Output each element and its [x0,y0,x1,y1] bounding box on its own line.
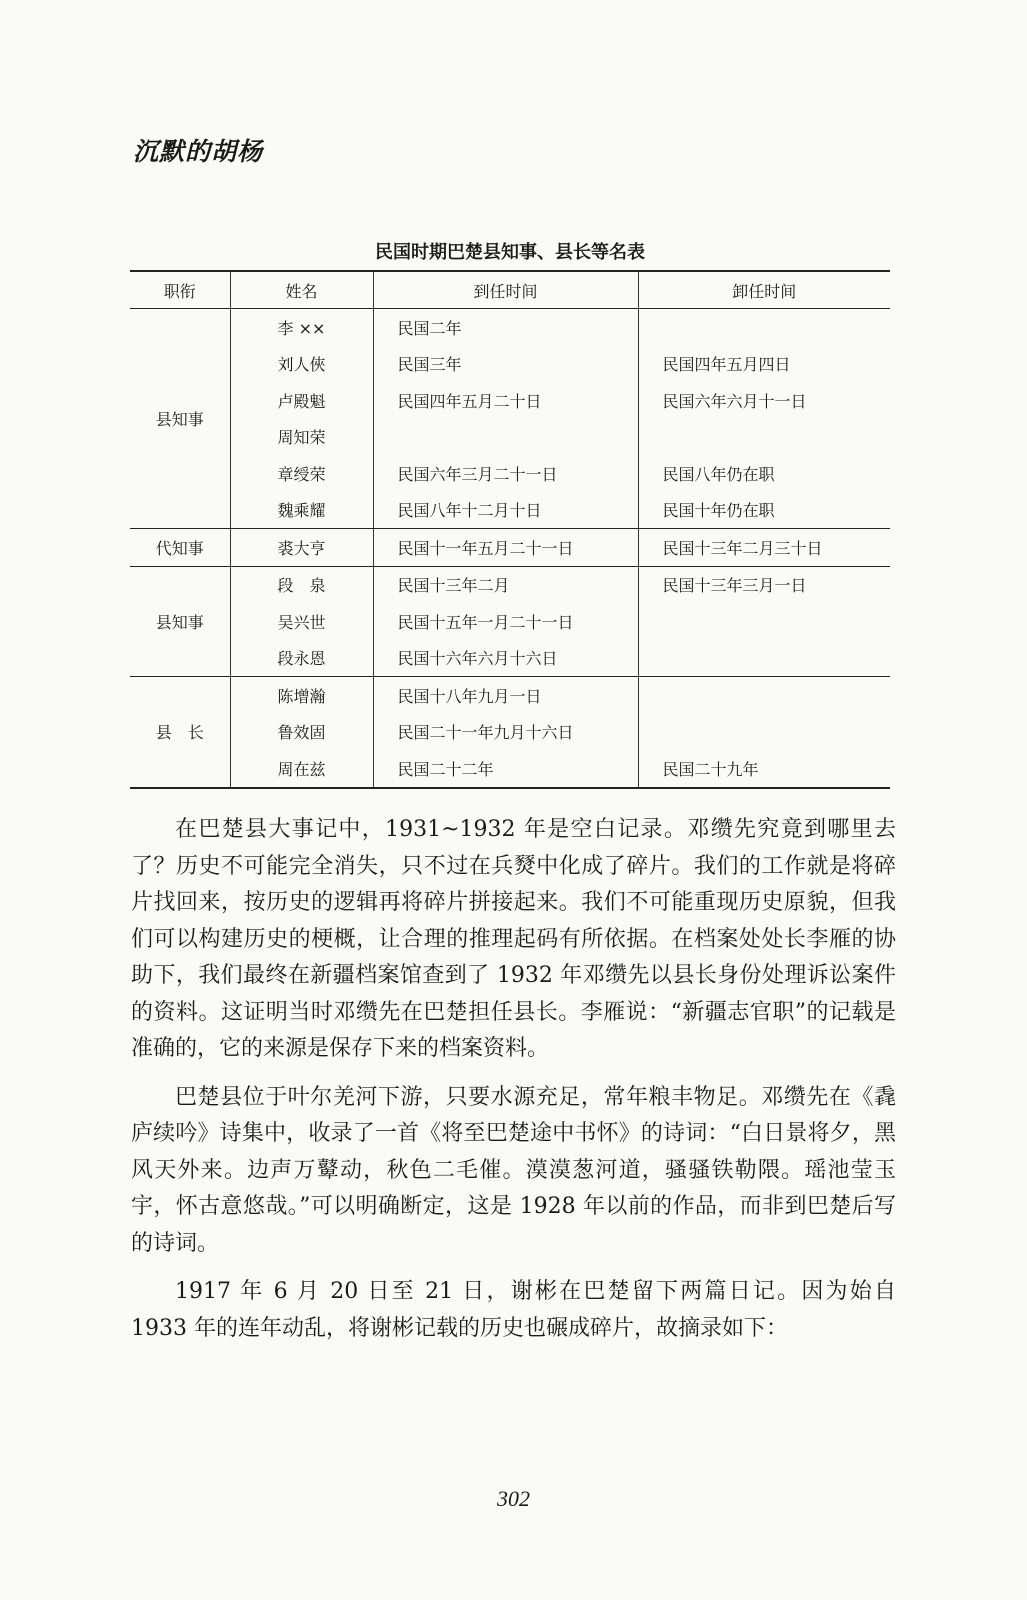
table-row [130,566,890,603]
start-cell: 民国二十二年 [373,750,638,788]
name-cell: 卢殿魁 [230,382,373,419]
start-cell [373,419,638,456]
table-row [130,492,890,529]
position-cell: 县知事 [130,566,230,677]
end-cell: 民国二十九年 [638,750,890,788]
name-cell: 周在兹 [230,750,373,788]
table-row [130,677,890,714]
end-cell [638,309,890,346]
end-cell [638,714,890,751]
body-text [131,812,896,1359]
name-cell: 刘人俠 [230,346,373,383]
column-header-start: 到任时间 [373,271,638,309]
start-cell: 民国四年五月二十日 [373,382,638,419]
table-row [130,714,890,751]
end-cell: 民国十年仍在职 [638,492,890,529]
running-header-title: 沉默的胡杨 [133,137,264,166]
table-row [130,346,890,383]
name-cell: 陈增瀚 [230,677,373,714]
end-cell: 民国十三年二月三十日 [638,529,890,567]
end-cell [638,677,890,714]
table-row [130,382,890,419]
table-header-row [130,271,890,309]
paragraph: 在巴楚县大事记中，1931~1932 年是空白记录。邓缵先究竟到哪里去了？历史不可能完全消失，只不过在兵燹中化成了碎片。我们的工作就是将碎片找回来，按历史的逻辑再将碎片拼接起来。我们不可能重现历史原貌，但我们可以构建历史的梗概，让合理的推理起码有所依据。在档案处处长李雁的协助下，我们最终在新疆档案馆查到了 1932 年邓缵先以县长身份处理诉讼案件的资料。这证明当时邓缵先在巴楚担任县长。李雁说：“新疆志官职”的记载是准确的，它的来源是保存下来的档案资料。 [131,817,896,1061]
name-cell: 段永恩 [230,640,373,677]
end-cell: 民国十三年三月一日 [638,566,890,603]
name-cell: 李 ×× [230,309,373,346]
table-row [130,640,890,677]
end-cell: 民国八年仍在职 [638,455,890,492]
name-cell: 魏乘耀 [230,492,373,529]
table-row [130,419,890,456]
column-header-name: 姓名 [230,271,373,309]
end-cell: 民国四年五月四日 [638,346,890,383]
position-cell: 代知事 [130,529,230,567]
table-row [130,529,890,567]
start-cell: 民国八年十二月十日 [373,492,638,529]
table-row [130,455,890,492]
table-row [130,603,890,640]
position-cell: 县知事 [130,309,230,529]
table-row [130,309,890,346]
table-caption: 民国时期巴楚县知事、县长等名表 [375,242,645,263]
paragraph: 1917 年 6 月 20 日至 21 日，谢彬在巴楚留下两篇日记。因为始自 1933 年的连年动乱，将谢彬记载的历史也碾成碎片，故摘录如下： [131,1279,896,1341]
end-cell: 民国六年六月十一日 [638,382,890,419]
page-number: 302 [497,1486,530,1511]
name-cell: 裘大亨 [230,529,373,567]
end-cell [638,603,890,640]
column-header-position: 职衔 [130,271,230,309]
start-cell: 民国十三年二月 [373,566,638,603]
start-cell: 民国二年 [373,309,638,346]
start-cell: 民国二十一年九月十六日 [373,714,638,751]
start-cell: 民国六年三月二十一日 [373,455,638,492]
table-row [130,750,890,788]
position-cell: 县 长 [130,677,230,788]
end-cell [638,419,890,456]
name-cell: 章绶荣 [230,455,373,492]
start-cell: 民国十八年九月一日 [373,677,638,714]
paragraph: 巴楚县位于叶尔羌河下游，只要水源充足，常年粮丰物足。邓缵先在《毳庐续吟》诗集中，收录了一首《将至巴楚途中书怀》的诗词：“白日景将夕，黑风天外来。边声万鼙动，秋色二毛催。漠漠葱河道，骚骚铁勒隈。瑶池莹玉宇，怀古意悠哉。”可以明确断定，这是 1928 年以前的作品，而非到巴楚后写的诗词。 [131,1084,896,1256]
start-cell: 民国三年 [373,346,638,383]
name-cell: 段 泉 [230,566,373,603]
column-header-end: 卸任时间 [638,271,890,309]
name-cell: 周知荣 [230,419,373,456]
name-cell: 鲁效固 [230,714,373,751]
end-cell [638,640,890,677]
start-cell: 民国十六年六月十六日 [373,640,638,677]
name-cell: 吴兴世 [230,603,373,640]
official-roster-table [130,270,890,789]
start-cell: 民国十一年五月二十一日 [373,529,638,567]
start-cell: 民国十五年一月二十一日 [373,603,638,640]
